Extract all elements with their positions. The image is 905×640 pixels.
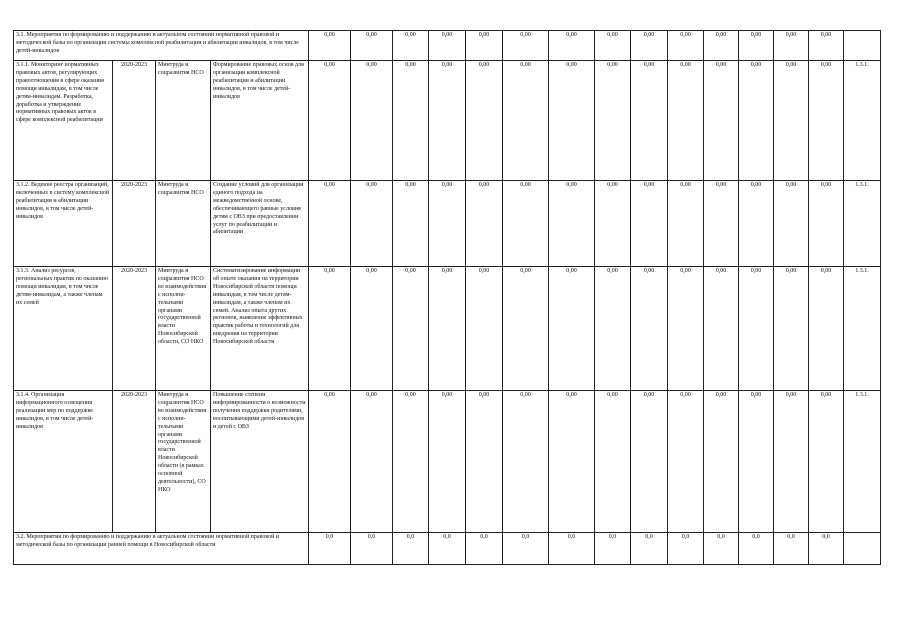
value-cell: 0,00 — [549, 31, 595, 61]
executor-cell: Минтруда и соцразвития НСО во взаимодействии с исполни-тельными органами государственной власти Новосибирской области, СО НКО — [156, 267, 211, 391]
value-cell: 0,00 — [631, 31, 668, 61]
value-cell: 0,00 — [668, 267, 704, 391]
value-cell: 0,00 — [809, 267, 844, 391]
indicator-code-cell — [844, 31, 881, 61]
period-cell: 2020-2023 — [113, 267, 156, 391]
value-cell: 0,00 — [393, 267, 429, 391]
value-cell: 0,00 — [309, 267, 351, 391]
value-cell: 0,00 — [503, 61, 549, 181]
value-cell: 0,0 — [739, 533, 774, 565]
value-cell: 0,00 — [503, 181, 549, 267]
value-cell: 0,0 — [704, 533, 739, 565]
period-cell: 2020-2023 — [113, 181, 156, 267]
indicator-code-cell: 1.3.1. — [844, 181, 881, 267]
value-cell: 0,00 — [704, 181, 739, 267]
section-header-row — [14, 31, 881, 61]
value-cell: 0,00 — [595, 61, 631, 181]
value-cell: 0,00 — [466, 267, 503, 391]
value-cell: 0,00 — [549, 181, 595, 267]
section-title-cell: 3.2. Мероприятия по формированию и поддержанию в актуальном состоянии нормативной правовой и методической базы по организации ранней помощи в Новосибирской области — [14, 533, 309, 565]
value-cell: 0,0 — [393, 533, 429, 565]
period-cell: 2020-2023 — [113, 391, 156, 533]
value-cell: 0,00 — [704, 61, 739, 181]
value-cell: 0,00 — [631, 391, 668, 533]
section-title-cell: 3.1. Мероприятия по формированию и поддержанию в актуальном состоянии нормативной правовой и методической базы по организации системы комплексной реабилитации и абилитации инвалидов, в том числе детей-инвалидов — [14, 31, 309, 61]
value-cell: 0,00 — [739, 61, 774, 181]
value-cell: 0,00 — [393, 31, 429, 61]
value-cell: 0,00 — [809, 31, 844, 61]
value-cell: 0,00 — [351, 181, 393, 267]
value-cell: 0,00 — [704, 391, 739, 533]
value-cell: 0,0 — [631, 533, 668, 565]
value-cell: 0,00 — [393, 391, 429, 533]
executor-cell: Минтруда и соцразвития НСО — [156, 61, 211, 181]
value-cell: 0,00 — [739, 181, 774, 267]
table-row — [14, 61, 881, 181]
value-cell: 0,00 — [809, 61, 844, 181]
value-cell: 0,0 — [351, 533, 393, 565]
section-footer-row — [14, 533, 881, 565]
value-cell: 0,00 — [429, 31, 466, 61]
activity-name-cell: 3.1.3. Анализ ресурсов, региональных практик по оказанию помощи инвалидам, в том числе детям-инвалидам, а также членам их семей — [14, 267, 113, 391]
value-cell: 0,00 — [351, 267, 393, 391]
value-cell: 0,00 — [503, 391, 549, 533]
value-cell: 0,00 — [466, 181, 503, 267]
value-cell: 0,00 — [351, 391, 393, 533]
value-cell: 0,0 — [466, 533, 503, 565]
indicator-code-cell — [844, 533, 881, 565]
value-cell: 0,00 — [631, 267, 668, 391]
indicator-code-cell: 1.3.1. — [844, 267, 881, 391]
value-cell: 0,0 — [309, 533, 351, 565]
value-cell: 0,00 — [351, 31, 393, 61]
executor-cell: Минтруда и соцразвития НСО во взаимодействии с исполни-тельными органами государственной власти Новосибирской области (в рамках основной деятельности), СО НКО — [156, 391, 211, 533]
value-cell: 0,00 — [429, 61, 466, 181]
value-cell: 0,0 — [503, 533, 549, 565]
activity-name-cell: 3.1.2. Ведение реестра организаций, включенных в систему комплексной реабилитации и абилитации инвалидов, в том числе детей-инвалидов — [14, 181, 113, 267]
value-cell: 0,00 — [631, 181, 668, 267]
value-cell: 0,00 — [774, 391, 809, 533]
expected-result-cell: Повышение степени информированности о возможности получения поддержки родителями, воспитывающими детей-инвалидов и детей с ОВЗ — [211, 391, 309, 533]
expected-result-cell: Создание условий для организации единого подхода на межведомственной основе, обеспечивающего равные условия детям с ОВЗ при предоставлении услуг по реабилитации и абилитации — [211, 181, 309, 267]
value-cell: 0,00 — [393, 61, 429, 181]
table-row — [14, 391, 881, 533]
value-cell: 0,00 — [549, 267, 595, 391]
value-cell: 0,00 — [668, 61, 704, 181]
value-cell: 0,00 — [309, 391, 351, 533]
value-cell: 0,00 — [774, 267, 809, 391]
value-cell: 0,00 — [809, 181, 844, 267]
value-cell: 0,00 — [549, 391, 595, 533]
value-cell: 0,00 — [631, 61, 668, 181]
value-cell: 0,00 — [429, 181, 466, 267]
period-cell: 2020-2023 — [113, 61, 156, 181]
value-cell: 0,00 — [429, 391, 466, 533]
table-row — [14, 181, 881, 267]
value-cell: 0,0 — [429, 533, 466, 565]
value-cell: 0,00 — [429, 267, 466, 391]
value-cell: 0,00 — [393, 181, 429, 267]
value-cell: 0,00 — [595, 391, 631, 533]
value-cell: 0,0 — [549, 533, 595, 565]
value-cell: 0,00 — [668, 181, 704, 267]
value-cell: 0,00 — [309, 181, 351, 267]
indicator-code-cell: 1.3.1. — [844, 391, 881, 533]
program-table — [13, 30, 881, 565]
value-cell: 0,00 — [739, 391, 774, 533]
value-cell: 0,00 — [466, 61, 503, 181]
value-cell: 0,00 — [704, 267, 739, 391]
value-cell: 0,00 — [503, 31, 549, 61]
value-cell: 0,00 — [774, 31, 809, 61]
value-cell: 0,00 — [809, 391, 844, 533]
value-cell: 0,00 — [595, 267, 631, 391]
value-cell: 0,00 — [309, 31, 351, 61]
activity-name-cell: 3.1.1. Мониторинг нормативных правовых актов, регулирующих правоотношения в сфере оказания помощи инвалидам, в том числе детям-инвалидам. Разработка, доработка и утверждение нормативных правовых актов в сфере комплексной реабилитации — [14, 61, 113, 181]
value-cell: 0,0 — [668, 533, 704, 565]
value-cell: 0,00 — [704, 31, 739, 61]
value-cell: 0,00 — [549, 61, 595, 181]
activity-name-cell: 3.1.4. Организация информационного освещения реализации мер по поддержке инвалидов, в том числе детей-инвалидов — [14, 391, 113, 533]
value-cell: 0,00 — [595, 31, 631, 61]
value-cell: 0,00 — [595, 181, 631, 267]
expected-result-cell: Формирование правовых основ для организации комплексной реабилитации и абилитации инвалидов, в том числе детей-инвалидов — [211, 61, 309, 181]
value-cell: 0,0 — [774, 533, 809, 565]
value-cell: 0,00 — [739, 267, 774, 391]
value-cell: 0,00 — [668, 31, 704, 61]
executor-cell: Минтруда и соцразвития НСО — [156, 181, 211, 267]
table-row — [14, 267, 881, 391]
value-cell: 0,00 — [309, 61, 351, 181]
value-cell: 0,0 — [809, 533, 844, 565]
value-cell: 0,00 — [466, 31, 503, 61]
value-cell: 0,00 — [774, 181, 809, 267]
value-cell: 0,0 — [595, 533, 631, 565]
value-cell: 0,00 — [668, 391, 704, 533]
value-cell: 0,00 — [503, 267, 549, 391]
value-cell: 0,00 — [466, 391, 503, 533]
document-page — [13, 30, 877, 565]
value-cell: 0,00 — [739, 31, 774, 61]
expected-result-cell: Систематизирование информации об опыте оказания на территории Новосибирской области помощи инвалидам, в том числе детям-инвалидам, а также членам их семей. Анализ опыта других регионов, выявление эффективных практик работы и технологий для внедрения на территории Новосибирской области — [211, 267, 309, 391]
value-cell: 0,00 — [774, 61, 809, 181]
indicator-code-cell: 1.3.1. — [844, 61, 881, 181]
value-cell: 0,00 — [351, 61, 393, 181]
